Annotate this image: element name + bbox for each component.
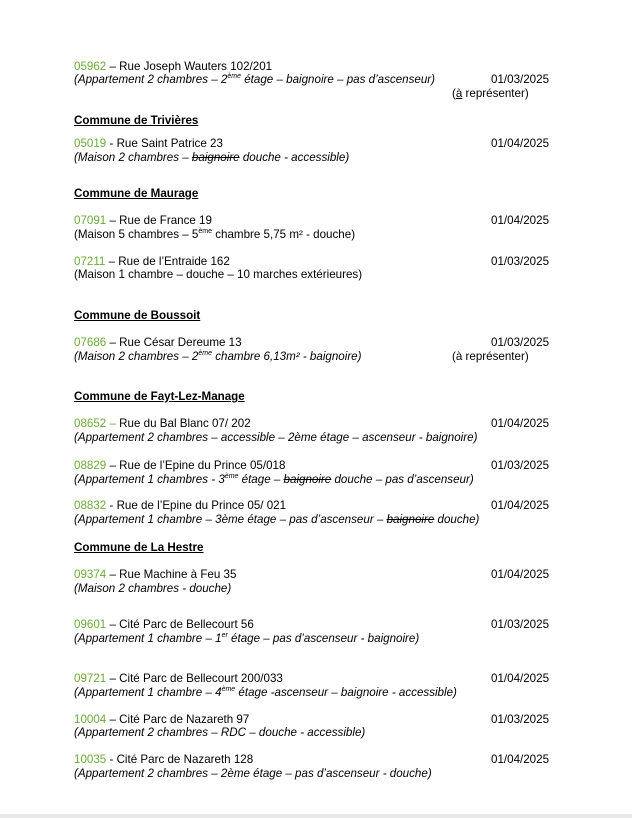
listing-10004-description: (Appartement 2 chambres – RDC – douche - accessible) bbox=[74, 726, 366, 739]
listing-code: 09601 bbox=[74, 618, 107, 631]
listing-10035-description: (Appartement 2 chambres – 2ème étage – pas d’ascenseur - douche) bbox=[74, 767, 432, 780]
listing-code: 10035 bbox=[74, 753, 107, 766]
listing-08832-description: (Appartement 1 chambre – 3ème étage – pas d’ascenseur – baignoire douche) bbox=[74, 513, 480, 526]
listing-code: 09721 bbox=[74, 672, 107, 685]
listing-09721-description: (Appartement 1 chambre – 4ème étage -ascenseur – baignoire - accessible) bbox=[74, 686, 457, 699]
listing-address: Rue de l’Epine du Prince 05/018 bbox=[119, 459, 286, 472]
listing-08652-date: 01/04/2025 bbox=[491, 417, 550, 430]
listing-09721-title: 09721 – Cité Parc de Bellecourt 200/033 bbox=[74, 672, 283, 685]
listing-05962-date: 01/03/2025 bbox=[491, 73, 550, 86]
listing-09601-date: 01/03/2025 bbox=[491, 618, 550, 631]
listing-code: 05962 bbox=[74, 60, 107, 73]
listing-code: 08832 bbox=[74, 499, 107, 512]
listing-05962-description: (Appartement 2 chambres – 2ème étage – baignoire – pas d’ascenseur) bbox=[74, 73, 436, 86]
listing-code: 05019 bbox=[74, 137, 107, 150]
listing-address: Rue du Bal Blanc 07/ 202 bbox=[119, 417, 251, 430]
listing-08829-description: (Appartement 1 chambres - 3ème étage – baignoire douche – pas d’ascenseur) bbox=[74, 473, 474, 486]
listing-address: Rue Machine à Feu 35 bbox=[119, 568, 237, 581]
commune-heading-hestre: Commune de La Hestre bbox=[74, 541, 204, 554]
listing-05019-title: 05019 - Rue Saint Patrice 23 bbox=[74, 137, 223, 150]
listing-address: Cité Parc de Nazareth 97 bbox=[119, 713, 250, 726]
listing-08832-date: 01/04/2025 bbox=[491, 499, 550, 512]
listing-07686-title: 07686 – Rue César Dereume 13 bbox=[74, 336, 242, 349]
listing-10035-date: 01/04/2025 bbox=[491, 753, 550, 766]
listing-address: Cité Parc de Bellecourt 200/033 bbox=[119, 672, 283, 685]
listing-08832-title: 08832 - Rue de l’Epine du Prince 05/ 021 bbox=[74, 499, 287, 512]
listing-08829-date: 01/03/2025 bbox=[491, 459, 550, 472]
listing-code: 10004 bbox=[74, 713, 107, 726]
listing-07686-date: 01/03/2025 bbox=[491, 336, 550, 349]
listing-05962-title: 05962 – Rue Joseph Wauters 102/201 bbox=[74, 60, 273, 73]
listing-10035-title: 10035 - Cité Parc de Nazareth 128 bbox=[74, 753, 254, 766]
listing-07091-description: (Maison 5 chambres – 5ème chambre 5,75 m² - douche) bbox=[74, 228, 356, 241]
commune-heading-fayt: Commune de Fayt-Lez-Manage bbox=[74, 390, 245, 403]
listing-09374-description: (Maison 2 chambres - douche) bbox=[74, 582, 232, 595]
listing-07686-description: (Maison 2 chambres – 2ème chambre 6,13m² - baignoire) bbox=[74, 350, 362, 363]
page-bottom-edge bbox=[0, 814, 632, 818]
listing-code: 09374 bbox=[74, 568, 107, 581]
commune-heading-boussoit: Commune de Boussoit bbox=[74, 309, 201, 322]
listing-09601-title: 09601 – Cité Parc de Bellecourt 56 bbox=[74, 618, 254, 631]
listing-07091-date: 01/04/2025 bbox=[491, 214, 550, 227]
listing-code: 08652 – bbox=[74, 417, 116, 430]
listing-code: 07211 bbox=[74, 255, 106, 268]
listing-09721-date: 01/04/2025 bbox=[491, 672, 550, 685]
commune-heading-trivieres: Commune de Trivières bbox=[74, 114, 199, 127]
listing-09601-description: (Appartement 1 chambre – 1er étage – pas d’ascenseur - baignoire) bbox=[74, 632, 420, 645]
listing-address: Rue de l’Entraide 162 bbox=[118, 255, 230, 268]
listing-07091-title: 07091 – Rue de France 19 bbox=[74, 214, 212, 227]
listing-09374-title: 09374 – Rue Machine à Feu 35 bbox=[74, 568, 237, 581]
listing-address: Cité Parc de Bellecourt 56 bbox=[119, 618, 254, 631]
listing-05019-date: 01/04/2025 bbox=[491, 137, 550, 150]
listing-address: Rue Joseph Wauters 102/201 bbox=[119, 60, 273, 73]
listing-10004-date: 01/03/2025 bbox=[491, 713, 550, 726]
listing-08652-title bbox=[74, 417, 251, 431]
listing-07686-note: (à représenter) bbox=[452, 350, 529, 363]
listing-09374-date: 01/04/2025 bbox=[491, 568, 550, 581]
listing-07211-title: 07211 – Rue de l’Entraide 162 bbox=[74, 255, 230, 268]
listing-code: 08829 bbox=[74, 459, 107, 472]
listing-08652-description: (Appartement 2 chambres – accessible – 2ème étage – ascenseur - baignoire) bbox=[74, 431, 478, 444]
commune-heading-maurage: Commune de Maurage bbox=[74, 187, 199, 200]
listing-address: Cité Parc de Nazareth 128 bbox=[116, 753, 254, 766]
listing-07211-date: 01/03/2025 bbox=[491, 255, 550, 268]
listing-05019-description: (Maison 2 chambres – baignoire douche - accessible) bbox=[74, 151, 350, 164]
listing-10004-title: 10004 – Cité Parc de Nazareth 97 bbox=[74, 713, 250, 726]
listing-address: Rue César Dereume 13 bbox=[119, 336, 242, 349]
listing-07211-description: (Maison 1 chambre – douche – 10 marches extérieures) bbox=[74, 268, 363, 281]
listing-05962-note: (à représenter) bbox=[452, 87, 529, 100]
listing-address: Rue de France 19 bbox=[119, 214, 212, 227]
listing-code: 07091 bbox=[74, 214, 107, 227]
listing-08829-title: 08829 – Rue de l’Epine du Prince 05/018 bbox=[74, 459, 286, 472]
listing-address: Rue Saint Patrice 23 bbox=[116, 137, 223, 150]
listing-address: Rue de l’Epine du Prince 05/ 021 bbox=[116, 499, 287, 512]
listing-code: 07686 bbox=[74, 336, 107, 349]
